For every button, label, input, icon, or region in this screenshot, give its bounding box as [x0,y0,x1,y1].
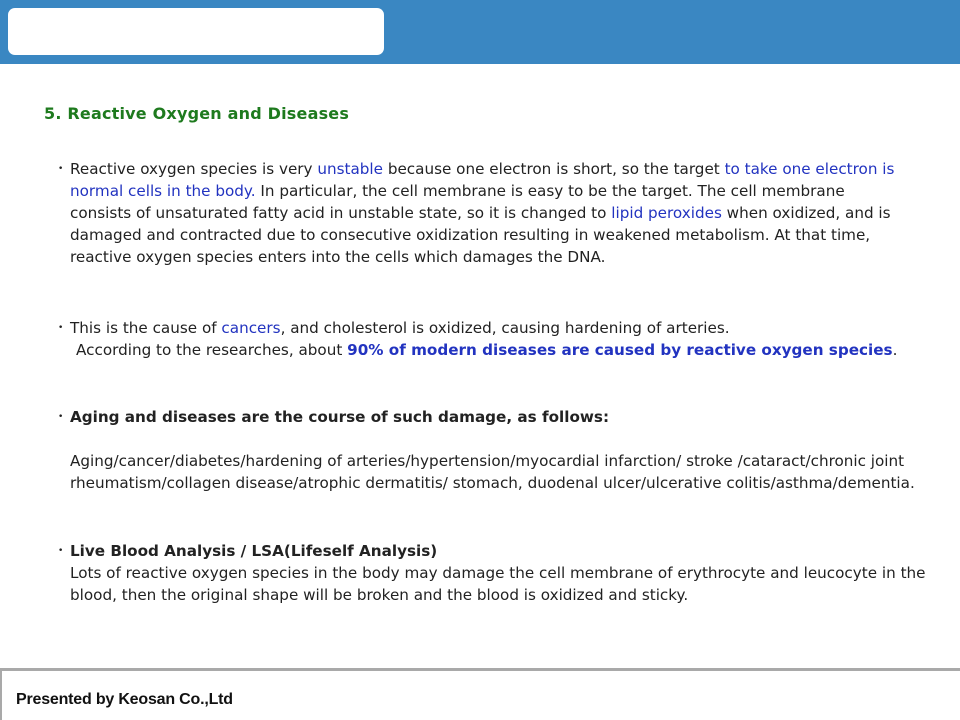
paragraph1-text-a: Reactive oxygen species is very [70,160,318,178]
footer-divider [0,668,960,671]
footer-left-border [0,671,2,720]
header-bar [0,0,960,64]
bullet-icon: • [58,323,64,333]
paragraph1-text-e: In particular, the cell membrane is easy to be the target. The cell membrane consists of unsaturated fatty acid in unstable state, so it is changed to [70,182,845,222]
aging-heading-text: Aging and diseases are the course of such damage, as follows: [70,408,610,426]
paragraph-aging-heading [58,406,930,428]
paragraph-blood-analysis [58,540,940,606]
highlight-cancers[interactable]: cancers [221,319,281,337]
paragraph1-text-g: when oxidized, and is damaged and contracted due to consecutive oxidization resulting in weakened metabolism. At that time, reactive oxygen species enters into the cells which damages the DNA. [70,204,891,266]
bullet-icon: • [58,546,64,556]
highlight-90-percent[interactable]: 90% of modern diseases are caused by reactive oxygen species [347,341,893,359]
paragraph-reactive-oxygen [58,158,910,268]
bullet-icon: • [58,164,64,174]
highlight-lipid-peroxides[interactable]: lipid peroxides [611,204,722,222]
paragraph2-text-f: . [892,341,898,359]
paragraph2-continuation [70,339,930,361]
footer-presenter: Presented by Keosan Co.,Ltd [16,691,233,708]
paragraph2-text-a: This is the cause of [70,319,222,337]
bullet-icon: • [58,412,64,422]
paragraph2-text-c: , and cholesterol is oxidized, causing hardening of arteries. [280,319,730,337]
section-title: 5. Reactive Oxygen and Diseases [44,104,350,123]
paragraph-disease-list: Aging/cancer/diabetes/hardening of arteries/hypertension/myocardial infarction/ stroke /cataract/chronic joint rheumatism/collagen disease/atrophic dermatitis/ stomach, duodenal ulcer/ulcerative colitis/asthma/dementia. [70,452,915,492]
paragraph-cancer-cause [58,317,930,361]
header-title-box [8,8,384,55]
paragraph2-text-d: According to the researches, about [76,341,348,359]
highlight-unstable[interactable]: unstable [317,160,383,178]
blood-analysis-title: Live Blood Analysis / LSA(Lifeself Analysis) [70,542,438,560]
blood-analysis-text: Lots of reactive oxygen species in the body may damage the cell membrane of erythrocyte and leucocyte in the blood, then the original shape will be broken and the blood is oxidized and sticky. [70,564,926,604]
paragraph1-text-c: because one electron is short, so the target [383,160,725,178]
highlight-target[interactable]: to take one electron is normal cells in the body. [70,160,895,200]
